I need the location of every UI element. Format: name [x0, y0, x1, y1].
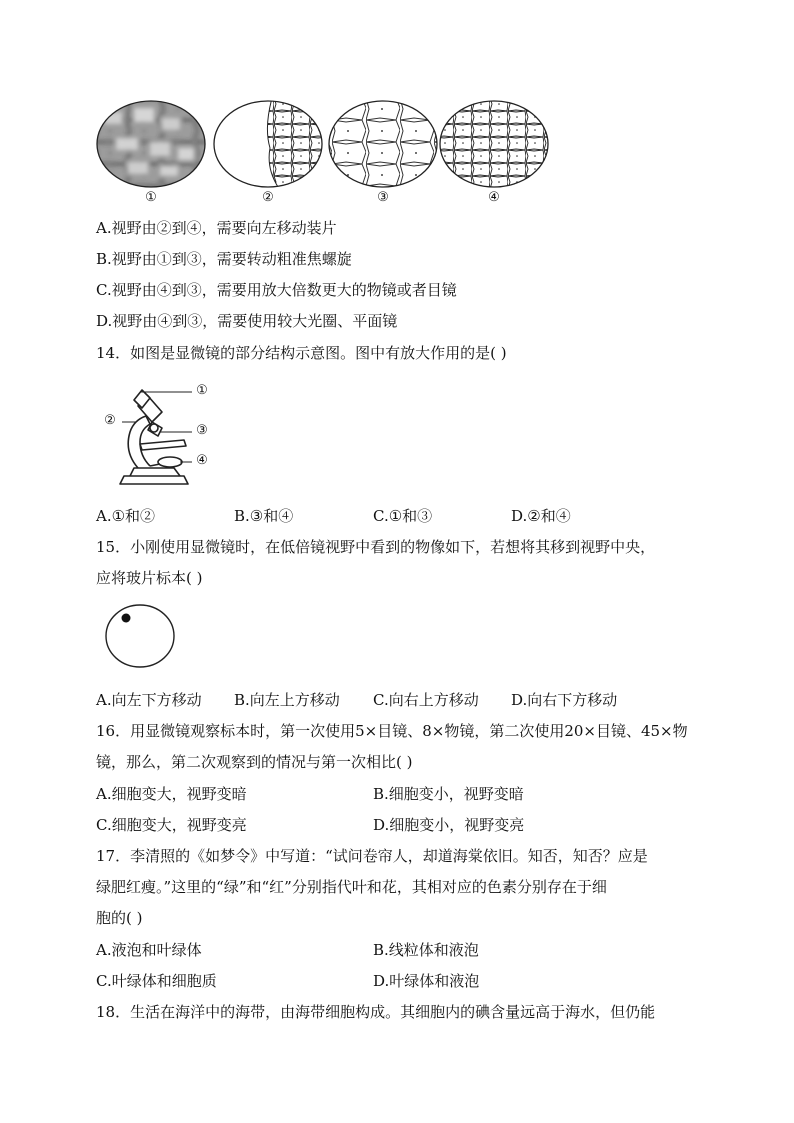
q16-option-d[interactable]: D.细胞变小，视野变亮	[373, 816, 525, 834]
q15-stem-line1: 15．小刚使用显微镜时，在低倍镜视野中看到的物像如下，若想将其移到视野中央，	[96, 538, 656, 556]
q14-label-4: ④	[196, 453, 208, 468]
q14-label-2: ②	[104, 413, 116, 428]
q15-option-d[interactable]: D.向右下方移动	[511, 691, 618, 709]
q16-stem-line1: 16．用显微镜观察标本时，第一次使用5×目镜、8×物镜，第二次使用20×目镜、45×物	[96, 722, 688, 740]
q13-option-c[interactable]: C.视野由④到③，需要用放大倍数更大的物镜或者目镜	[96, 281, 457, 299]
q16-stem-line2: 镜，那么，第二次观察到的情况与第一次相比( )	[96, 753, 413, 771]
q13-label-2: ②	[262, 190, 274, 205]
q13-microscope-views-figure	[94, 98, 554, 190]
q14-label-1: ①	[196, 383, 208, 398]
q16-option-a[interactable]: A.细胞变大，视野变暗	[96, 785, 247, 803]
q13-option-a[interactable]: A.视野由②到④，需要向左移动装片	[96, 219, 337, 237]
view-1-blurry	[94, 98, 214, 190]
q17-option-b[interactable]: B.线粒体和液泡	[373, 941, 479, 959]
view-4-low-magnification	[438, 98, 554, 190]
q17-stem-line1: 17．李清照的《如梦令》中写道：“试问卷帘人，却道海棠依旧。知否，知否？应是	[96, 847, 648, 865]
q15-option-c[interactable]: C.向右上方移动	[373, 691, 479, 709]
q14-label-3: ③	[196, 423, 208, 438]
q13-label-4: ④	[488, 190, 500, 205]
view-3-high-magnification	[324, 98, 444, 190]
q13-option-d[interactable]: D.视野由④到③，需要使用较大光圈、平面镜	[96, 312, 398, 330]
q16-option-c[interactable]: C.细胞变大，视野变亮	[96, 816, 247, 834]
q14-option-b[interactable]: B.③和④	[234, 507, 294, 525]
q13-label-1: ①	[145, 190, 157, 205]
q18-stem-line1: 18．生活在海洋中的海带，由海带细胞构成。其细胞内的碘含量远高于海水，但仍能	[96, 1003, 656, 1021]
q15-option-b[interactable]: B.向左上方移动	[234, 691, 340, 709]
q15-stem-line2: 应将玻片标本( )	[96, 569, 203, 587]
view-2-offset	[214, 98, 334, 190]
q14-option-a[interactable]: A.①和②	[96, 507, 156, 525]
q13-label-3: ③	[377, 190, 389, 205]
q13-option-b[interactable]: B.视野由①到③，需要转动粗准焦螺旋	[96, 250, 352, 268]
q17-option-a[interactable]: A.液泡和叶绿体	[96, 941, 202, 959]
q15-option-a[interactable]: A.向左下方移动	[96, 691, 202, 709]
q14-option-c[interactable]: C.①和③	[373, 507, 433, 525]
q16-option-b[interactable]: B.细胞变小，视野变暗	[373, 785, 524, 803]
q17-option-c[interactable]: C.叶绿体和细胞质	[96, 972, 217, 990]
q14-option-d[interactable]: D.②和④	[511, 507, 571, 525]
q17-stem-line2: 绿肥红瘦。”这里的“绿”和“红”分别指代叶和花，其相对应的色素分别存在于细	[96, 878, 607, 896]
q17-stem-line3: 胞的( )	[96, 909, 143, 927]
q14-stem: 14．如图是显微镜的部分结构示意图。图中有放大作用的是( )	[96, 344, 507, 362]
q15-field-of-view-figure	[104, 603, 176, 669]
q17-option-d[interactable]: D.叶绿体和液泡	[373, 972, 480, 990]
